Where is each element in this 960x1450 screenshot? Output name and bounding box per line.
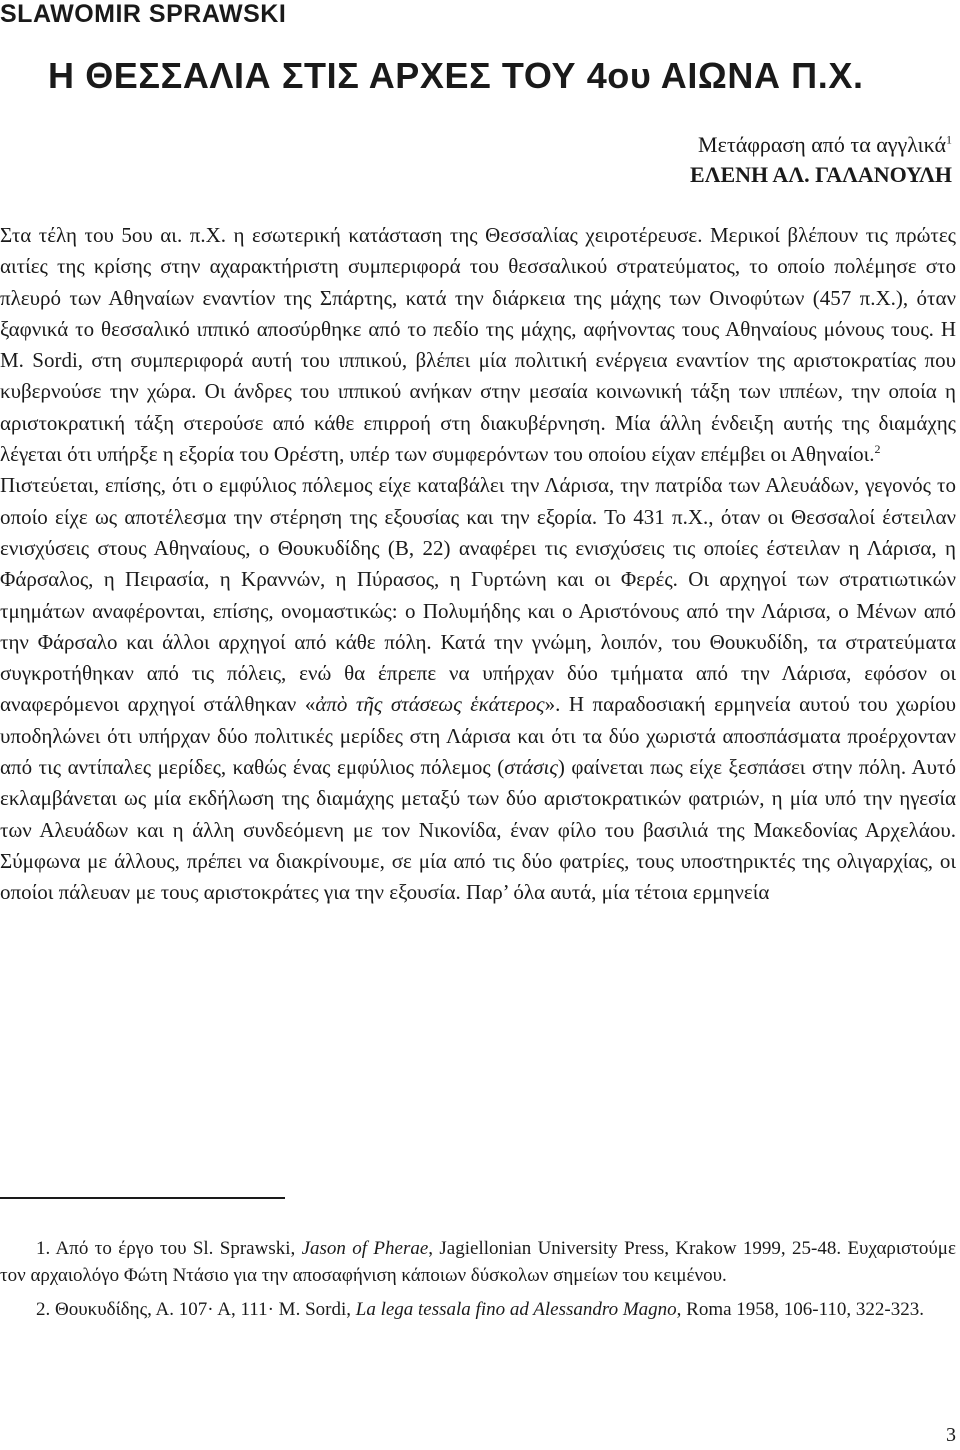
stasis-term: στάσις xyxy=(504,755,558,780)
paragraph-2-text-b: ». Η παραδοσιακή ερμηνεία αυτού του χωρίου υποδηλώνει ότι υπήρχαν δύο πολιτικές μερίδες στη Λάρισα και ότι τα δύο χωριστά αποσπάσματα προέρχονταν από τις αντίπαλες μερίδες, καθώς ένας εμφύλιος πόλεμος ( xyxy=(0,692,956,780)
footnote-ref-2[interactable]: 2 xyxy=(874,442,881,457)
main-text xyxy=(0,220,956,909)
greek-quote: ἀπὸ τῆς στάσεως ἑκάτερος xyxy=(315,692,545,717)
paragraph-2-text-a: Πιστεύεται, επίσης, ότι ο εμφύλιος πόλεμος είχε καταβάλει την Λάρισα, την πατρίδα των Αλευάδων, γεγονός το οποίο είχε ως αποτέλεσμα την στέρηση της εξουσίας και την εξορία. Το 431 π.Χ., όταν οι Θεσσαλοί έστειλαν ενισχύσεις στους Αθηναίους, ο Θουκυδίδης (Β, 22) αναφέρει τις ενισχύσεις τις οποίες έστειλαν η Λάρισα, η Φάρσαλος, η Πειρασία, η Κραννών, η Πύρασος, η Γυρτώνη και οι Φερές. Οι αρχηγοί των στρατιωτικών τμημάτων αναφέρονται, επίσης, ονομαστικώς: ο Πολυμήδης και ο Αριστόνους από την Λάρισα, ο Μένων από την Φάρσαλο και άλλοι αρχηγοί από κάθε πόλη. Κατά την γνώμη, λοιπόν, του Θουκυδίδη, τα στρατεύματα συγκροτήθηκαν από τις πόλεις, ενώ θα έπρεπε να υπήρχαν δύο τμήματα από την Λάρισα, εφόσον οι αναφερόμενοι αρχηγοί στάλθηκαν « xyxy=(0,473,956,717)
translator-block xyxy=(690,130,952,190)
author-name: SLAWOMIR SPRAWSKI xyxy=(0,0,287,28)
footnote-divider xyxy=(0,1197,285,1199)
footnote-2 xyxy=(0,1297,956,1324)
paragraph-1 xyxy=(0,220,956,470)
page-number: 3 xyxy=(946,1424,956,1446)
footnote-1-book-title: Jason of Pherae xyxy=(301,1238,429,1259)
footnote-1-text-a: 1. Από το έργο του Sl. Sprawski, xyxy=(36,1238,302,1259)
paragraph-2-text-c: ) φαίνεται πως είχε ξεσπάσει στην πόλη. Αυτό εκλαμβάνεται ως μία εκδήλωση της διαμάχης μεταξύ των δύο αριστοκρατικών φατριών, η μία υπό την ηγεσία των Αλευάδων και η άλλη συνδεόμενη με τον Νικονίδα, έναν φίλο του βασιλιά της Μακεδονίας Αρχελάου. Σύμφωνα με άλλους, πρέπει να διακρίνουμε, σε μία από τις δύο φατρίες, τους υποστηρικτές της ολιγαρχίας, οι οποίοι πάλευαν με τους αριστοκράτες για την εξουσία. Παρ’ όλα αυτά, μία τέτοια ερμηνεία xyxy=(0,755,956,905)
footnote-2-text-b: , Roma 1958, 106-110, 322-323. xyxy=(676,1299,924,1320)
footnote-ref-1[interactable]: 1 xyxy=(946,132,952,147)
paragraph-2 xyxy=(0,470,956,908)
translator-name: ΕΛΕΝΗ ΑΛ. ΓΑΛΑΝΟΥΛΗ xyxy=(690,162,952,187)
article-title: Η ΘΕΣΣΑΛΙΑ ΣΤΙΣ ΑΡΧΕΣ ΤΟΥ 4ου ΑΙΩΝΑ Π.Χ. xyxy=(48,55,864,96)
footnote-1-text-b: , Jagiellonian University Press, Krakow 1999, 25-48. Ευχαριστούμε τον αρχαιολόγο Φώτη Ντάσιο για την αποσαφήνιση κάποιων δύσκολων σημείων του κειμένου. xyxy=(0,1238,956,1286)
footnotes xyxy=(0,1236,956,1332)
footnote-2-book-title: La lega tessala fino ad Alessandro Magno xyxy=(355,1299,677,1320)
translation-line: Μετάφραση από τα αγγλικά xyxy=(698,132,946,157)
paragraph-1-text: Στα τέλη του 5ου αι. π.Χ. η εσωτερική κατάσταση της Θεσσαλίας χειροτέρευσε. Μερικοί βλέπουν τις πρώτες αιτίες της κρίσης στην αχαρακτήριστη συμπεριφορά του θεσσαλικού στρατεύματος, το οποίο πολέμησε στο πλευρό των Αθηναίων εναντίον της Σπάρτης, κατά την διάρκεια της μάχης των Οινοφύτων (457 π.Χ.), όταν ξαφνικά το θεσσαλικό ιππικό αποσύρθηκε από το πεδίο της μάχης, αφήνοντας τους Αθηναίους μόνους τους. Η Μ. Sordi, στη συμπεριφορά αυτή του ιππικού, βλέπει μία πολιτική ενέργεια εναντίον της αριστοκρατίας που κυβερνούσε την χώρα. Οι άνδρες του ιππικού ανήκαν στην μεσαία κοινωνική τάξη των ιππέων, την οποία η αριστοκρατική τάξη στερούσε από κάθε επιρροή στη διακυβέρνηση. Μία άλλη ένδειξη αυτής της διαμάχης λέγεται ότι υπήρξε η εξορία του Ορέστη, υπέρ των συμφερόντων του οποίου είχαν επέμβει οι Αθηναίοι. xyxy=(0,223,956,467)
footnote-1 xyxy=(0,1236,956,1289)
footnote-2-text-a: 2. Θουκυδίδης, Α. 107· Α, 111· Μ. Sordi, xyxy=(36,1299,356,1320)
translation-note xyxy=(690,130,952,160)
